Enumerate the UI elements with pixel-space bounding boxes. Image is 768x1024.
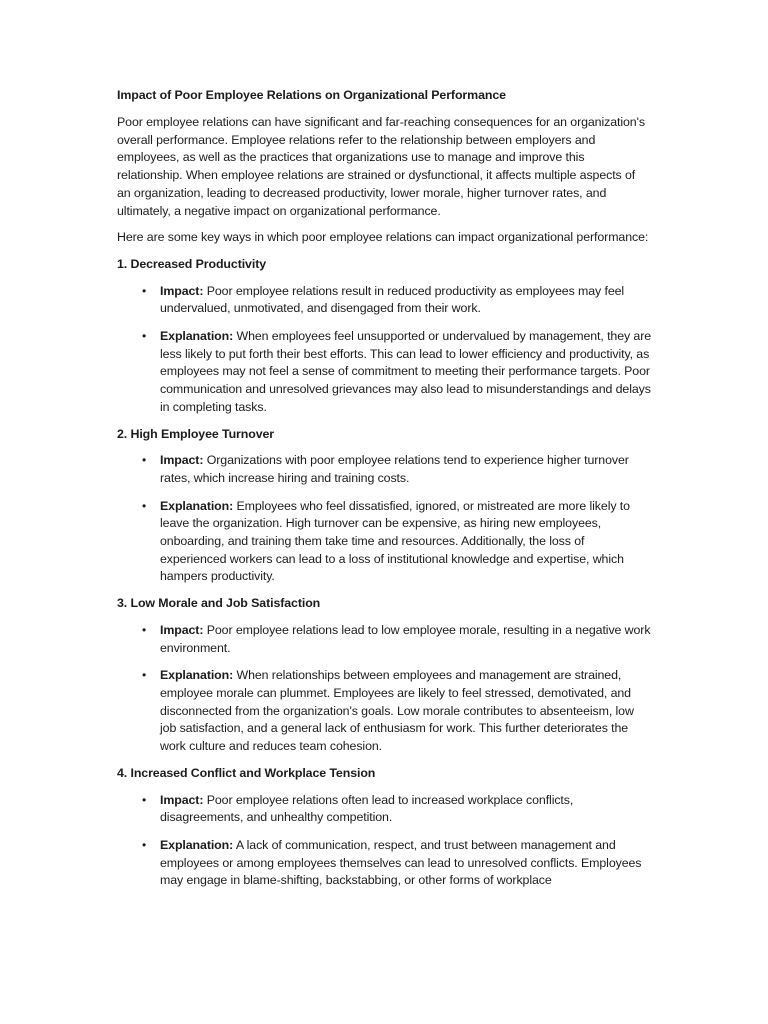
- section-list-conflict: [117, 792, 652, 891]
- section-list-turnover: [117, 452, 652, 586]
- explanation-label: Explanation:: [160, 837, 234, 852]
- impact-text: Poor employee relations lead to low employee morale, resulting in a negative work environment.: [160, 622, 651, 655]
- explanation-label: Explanation:: [160, 668, 234, 683]
- bullet-icon: •: [142, 453, 147, 468]
- list-item: [117, 328, 652, 417]
- bullet-icon: •: [142, 283, 147, 298]
- impact-label: Impact:: [160, 622, 204, 637]
- list-item: [117, 667, 652, 756]
- explanation-label: Explanation:: [160, 498, 234, 513]
- bullet-icon: •: [142, 329, 147, 344]
- section-list-productivity: [117, 283, 652, 417]
- intro-paragraph: Poor employee relations can have significant and far-reaching consequences for an organization's overall performance. Employee relations refer to the relationship between employers and employees, as well as the practices that organizations use to manage and improve this relationship. When employee relations are strained or dysfunctional, it affects multiple aspects of an organization, leading to decreased productivity, lower morale, higher turnover rates, and ultimately, a negative impact on organizational performance.: [117, 115, 645, 218]
- list-item: [117, 622, 652, 657]
- explanation-text: Employees who feel dissatisfied, ignored, or mistreated are more likely to leave the organization. High turnover can be expensive, as hiring new employees, onboarding, and training them take time and resources. Additionally, the loss of experienced workers can lead to a loss of institutional knowledge and expertise, which hampers productivity.: [160, 498, 630, 584]
- list-item: [117, 452, 652, 487]
- explanation-text: When employees feel unsupported or undervalued by management, they are less likely to put forth their best efforts. This can lead to lower efficiency and productivity, as employees may not feel a sense of commitment to meeting their performance targets. Poor communication and unresolved grievances may also lead to misunderstandings and delays in completing tasks.: [160, 329, 652, 414]
- list-item: [117, 792, 652, 827]
- impact-text: Poor employee relations often lead to increased workplace conflicts, disagreements, and unhealthy competition.: [160, 792, 574, 825]
- list-item: [117, 283, 652, 318]
- list-item: [117, 837, 652, 890]
- bullet-icon: •: [142, 622, 147, 637]
- section-heading-productivity: 1. Decreased Productivity: [117, 256, 267, 271]
- bullet-icon: •: [142, 668, 147, 683]
- bullet-icon: •: [142, 837, 147, 852]
- section-heading-turnover: 2. High Employee Turnover: [117, 426, 275, 441]
- bullet-icon: •: [142, 792, 147, 807]
- section-heading-conflict: 4. Increased Conflict and Workplace Tension: [117, 765, 376, 780]
- explanation-text: A lack of communication, respect, and trust between management and employees or among employees themselves can lead to unresolved conflicts. Employees may engage in blame-shifting, backstabbing, or other forms of workplace: [160, 837, 642, 888]
- document-title: Impact of Poor Employee Relations on Organizational Performance: [117, 88, 506, 102]
- impact-label: Impact:: [160, 283, 204, 298]
- impact-text: Poor employee relations result in reduced productivity as employees may feel undervalued, unmotivated, and disengaged from their work.: [160, 283, 625, 316]
- bullet-icon: •: [142, 498, 147, 513]
- impact-label: Impact:: [160, 453, 204, 468]
- impact-label: Impact:: [160, 792, 204, 807]
- lead-in-paragraph: Here are some key ways in which poor employee relations can impact organizational performance:: [117, 230, 649, 245]
- explanation-label: Explanation:: [160, 329, 234, 344]
- explanation-text: When relationships between employees and management are strained, employee morale can plummet. Employees are likely to feel stressed, demotivated, and disconnected from the organization's goals. Low morale contributes to absenteeism, low job satisfaction, and a general lack of enthusiasm for work. This further deteriorates the work culture and reduces team cohesion.: [160, 668, 634, 754]
- section-heading-morale: 3. Low Morale and Job Satisfaction: [117, 596, 321, 611]
- list-item: [117, 498, 652, 587]
- impact-text: Organizations with poor employee relations tend to experience higher turnover rates, which increase hiring and training costs.: [160, 453, 629, 485]
- section-list-morale: [117, 622, 652, 756]
